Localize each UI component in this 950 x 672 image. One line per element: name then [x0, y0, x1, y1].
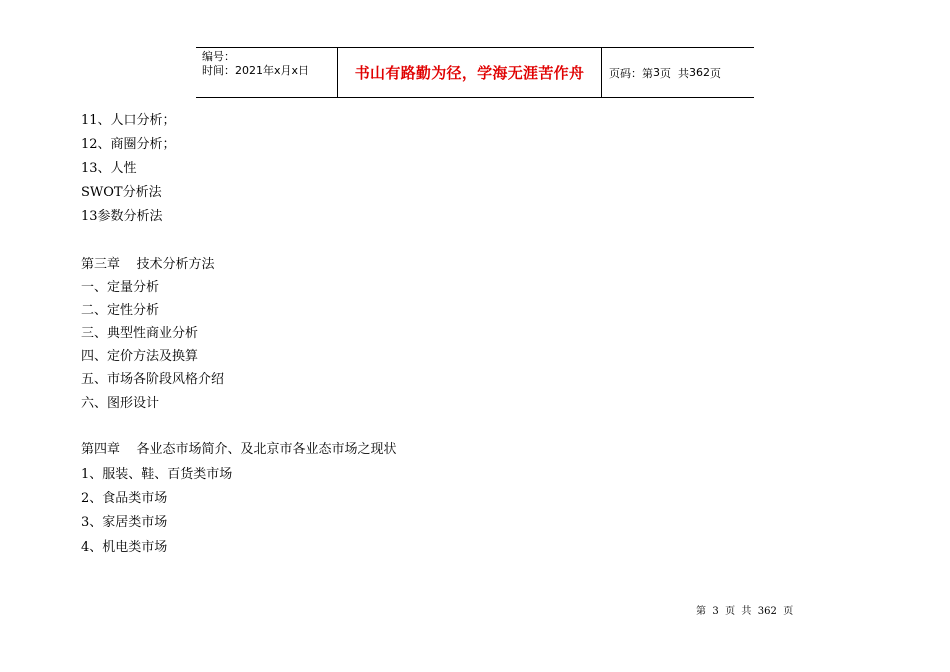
document-number-label: 编号：: [202, 50, 235, 63]
document-header: [196, 47, 754, 98]
chapter-heading: 第三章 技术分析方法: [81, 256, 215, 272]
list-item: 二、定性分析: [81, 302, 160, 318]
list-item: 四、定价方法及换算: [81, 349, 199, 365]
page-label-prefix: 页码：第: [609, 66, 653, 80]
section-chapter-4: [81, 438, 397, 559]
list-item: 12、商圈分析；: [81, 137, 176, 152]
list-item: 五、市场各阶段风格介绍: [81, 372, 225, 388]
list-item: 11、人口分析；: [81, 113, 176, 128]
list-item: SWOT分析法: [81, 185, 162, 200]
section-chapter-3: [81, 253, 397, 415]
page-footer: 第 3 页 共 362 页: [696, 606, 794, 617]
page-current-number: 3: [653, 66, 660, 79]
header-page-cell: [602, 48, 754, 97]
section-analysis-list: [81, 109, 397, 229]
list-item: 一、定量分析: [81, 279, 160, 295]
header-meta-cell: [196, 48, 338, 97]
page-label-end: 页: [710, 66, 721, 80]
list-item: 13、人性: [81, 161, 137, 176]
document-body: [81, 109, 397, 560]
list-item: 1、服装、鞋、百货类市场: [81, 466, 233, 482]
page-label-mid: 页 共: [660, 66, 689, 80]
document-time-label: 时间：2021年x月x日: [202, 64, 310, 77]
page-total-number: 362: [689, 66, 710, 79]
chapter-heading: 第四章 各业态市场简介、及北京市各业态市场之现状: [81, 442, 397, 458]
list-item: 4、机电类市场: [81, 539, 168, 555]
list-item: 2、食品类市场: [81, 490, 168, 506]
list-item: 3、家居类市场: [81, 515, 168, 531]
list-item: 六、图形设计: [81, 395, 160, 411]
header-motto: 书山有路勤为径，学海无涯苦作舟: [338, 48, 602, 97]
list-item: 三、典型性商业分析: [81, 326, 199, 342]
list-item: 13参数分析法: [81, 209, 163, 224]
